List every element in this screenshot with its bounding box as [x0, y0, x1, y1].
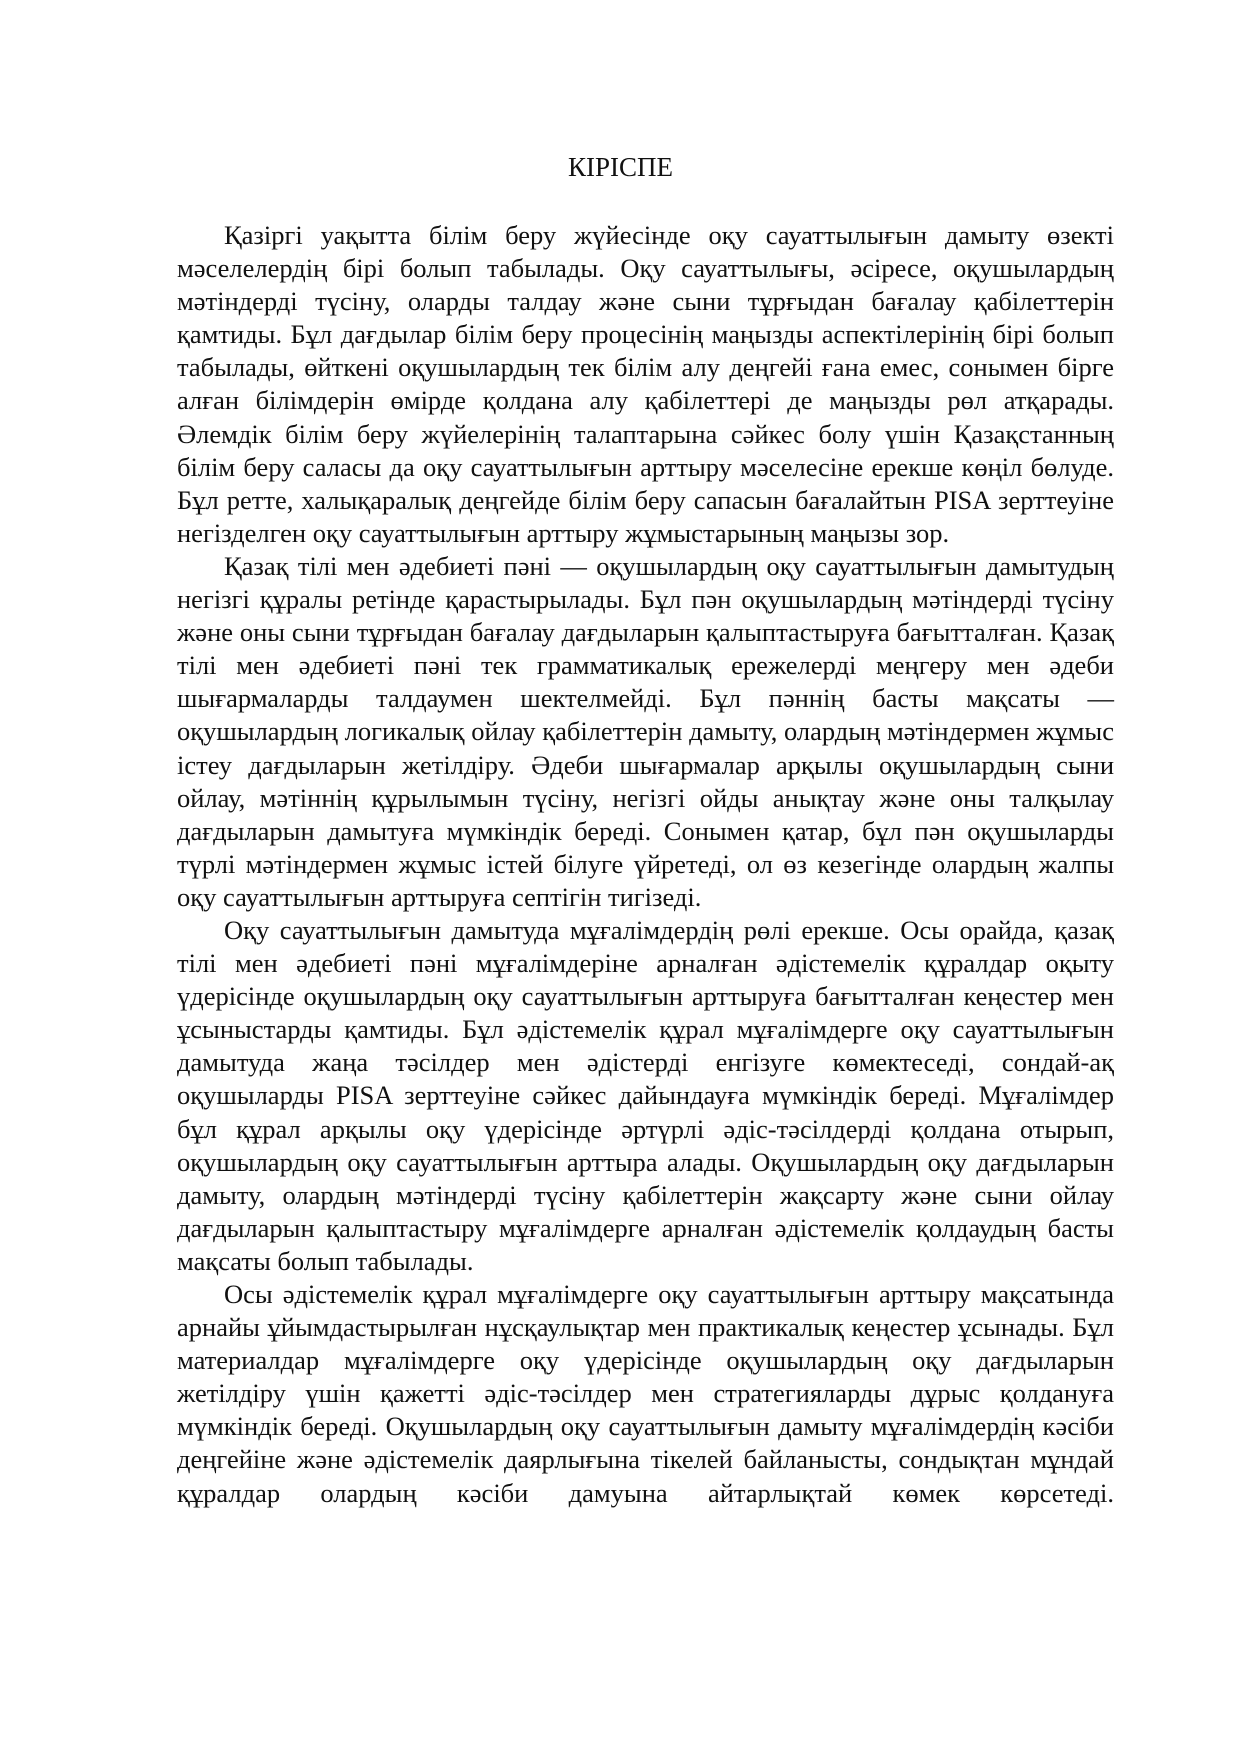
- document-body: [177, 219, 1114, 1510]
- paragraph-2: Қазақ тілі мен әдебиеті пәні — оқушылардың оқу сауаттылығын дамытудың негізгі құралы ретінде қарастырылады. Бұл пән оқушылардың мәтіндерді түсіну және оны сыни тұрғыдан бағалау дағдыларын қалыптастыруға бағытталған. Қазақ тілі мен әдебиеті пәні тек грамматикалық ережелерді меңгеру мен әдеби шығармаларды талдаумен шектелмейді. Бұл пәннің басты мақсаты — оқушылардың логикалық ойлау қабілеттерін дамыту, олардың мәтіндермен жұмыс істеу дағдыларын жетілдіру. Әдеби шығармалар арқылы оқушылардың сыни ойлау, мәтіннің құрылымын түсіну, негізгі ойды анықтау және оны талқылау дағдыларын дамытуға мүмкіндік береді. Сонымен қатар, бұл пән оқушыларды түрлі мәтіндермен жұмыс істей білуге үйретеді, ол өз кезегінде олардың жалпы оқу сауаттылығын арттыруға септігін тигізеді.: [177, 550, 1114, 912]
- paragraph-1: Қазіргі уақытта білім беру жүйесінде оқу сауаттылығын дамыту өзекті мәселелердің бірі болып табылады. Оқу сауаттылығы, әсіресе, оқушылардың мәтіндерді түсіну, оларды талдау және сыни тұрғыдан бағалау қабілеттерін қамтиды. Бұл дағдылар білім беру процесінің маңызды аспектілерінің бірі болып табылады, өйткені оқушылардың тек білім алу деңгейі ғана емес, сонымен бірге алған білімдерін өмірде қолдана алу қабілеттері де маңызды рөл атқарады. Әлемдік білім беру жүйелерінің талаптарына сәйкес болу үшін Қазақстанның білім беру саласы да оқу сауаттылығын арттыру мәселесіне ерекше көңіл бөлуде. Бұл ретте, халықаралық деңгейде білім беру сапасын бағалайтын PISA зерттеуіне негізделген оқу сауаттылығын арттыру жұмыстарының маңызы зор.: [177, 220, 1114, 548]
- paragraph-4: Осы әдістемелік құрал мұғалімдерге оқу сауаттылығын арттыру мақсатында арнайы ұйымдастырылған нұсқаулықтар мен практикалық кеңестер ұсынады. Бұл материалдар мұғалімдерге оқу үдерісінде оқушылардың оқу дағдыларын жетілдіру үшін қажетті әдіс-тәсілдер мен стратегияларды дұрыс қолдануға мүмкіндік береді. Оқушылардың оқу сауаттылығын дамыту мұғалімдердің кәсіби деңгейіне және әдістемелік даярлығына тікелей байланысты, сондықтан мұндай құралдар олардың кәсіби дамуына айтарлықтай көмек көрсетеді.: [177, 1279, 1114, 1508]
- paragraph-3: Оқу сауаттылығын дамытуда мұғалімдердің рөлі ерекше. Осы орайда, қазақ тілі мен әдебиеті пәні мұғалімдеріне арналған әдістемелік құралдар оқыту үдерісінде оқушылардың оқу сауаттылығын арттыруға бағытталған кеңестер мен ұсыныстарды қамтиды. Бұл әдістемелік құрал мұғалімдерге оқу сауаттылығын дамытуда жаңа тәсілдер мен әдістерді енгізуге көмектеседі, сондай-ақ оқушыларды PISA зерттеуіне сәйкес дайындауға мүмкіндік береді. Мұғалімдер бұл құрал арқылы оқу үдерісінде әртүрлі әдіс-тәсілдерді қолдана отырып, оқушылардың оқу сауаттылығын арттыра алады. Оқушылардың оқу дағдыларын дамыту, олардың мәтіндерді түсіну қабілеттерін жақсарту және сыни ойлау дағдыларын қалыптастыру мұғалімдерге арналған әдістемелік қолдаудың басты мақсаты болып табылады.: [177, 914, 1114, 1276]
- document-title: КІРІСПЕ: [567, 152, 673, 182]
